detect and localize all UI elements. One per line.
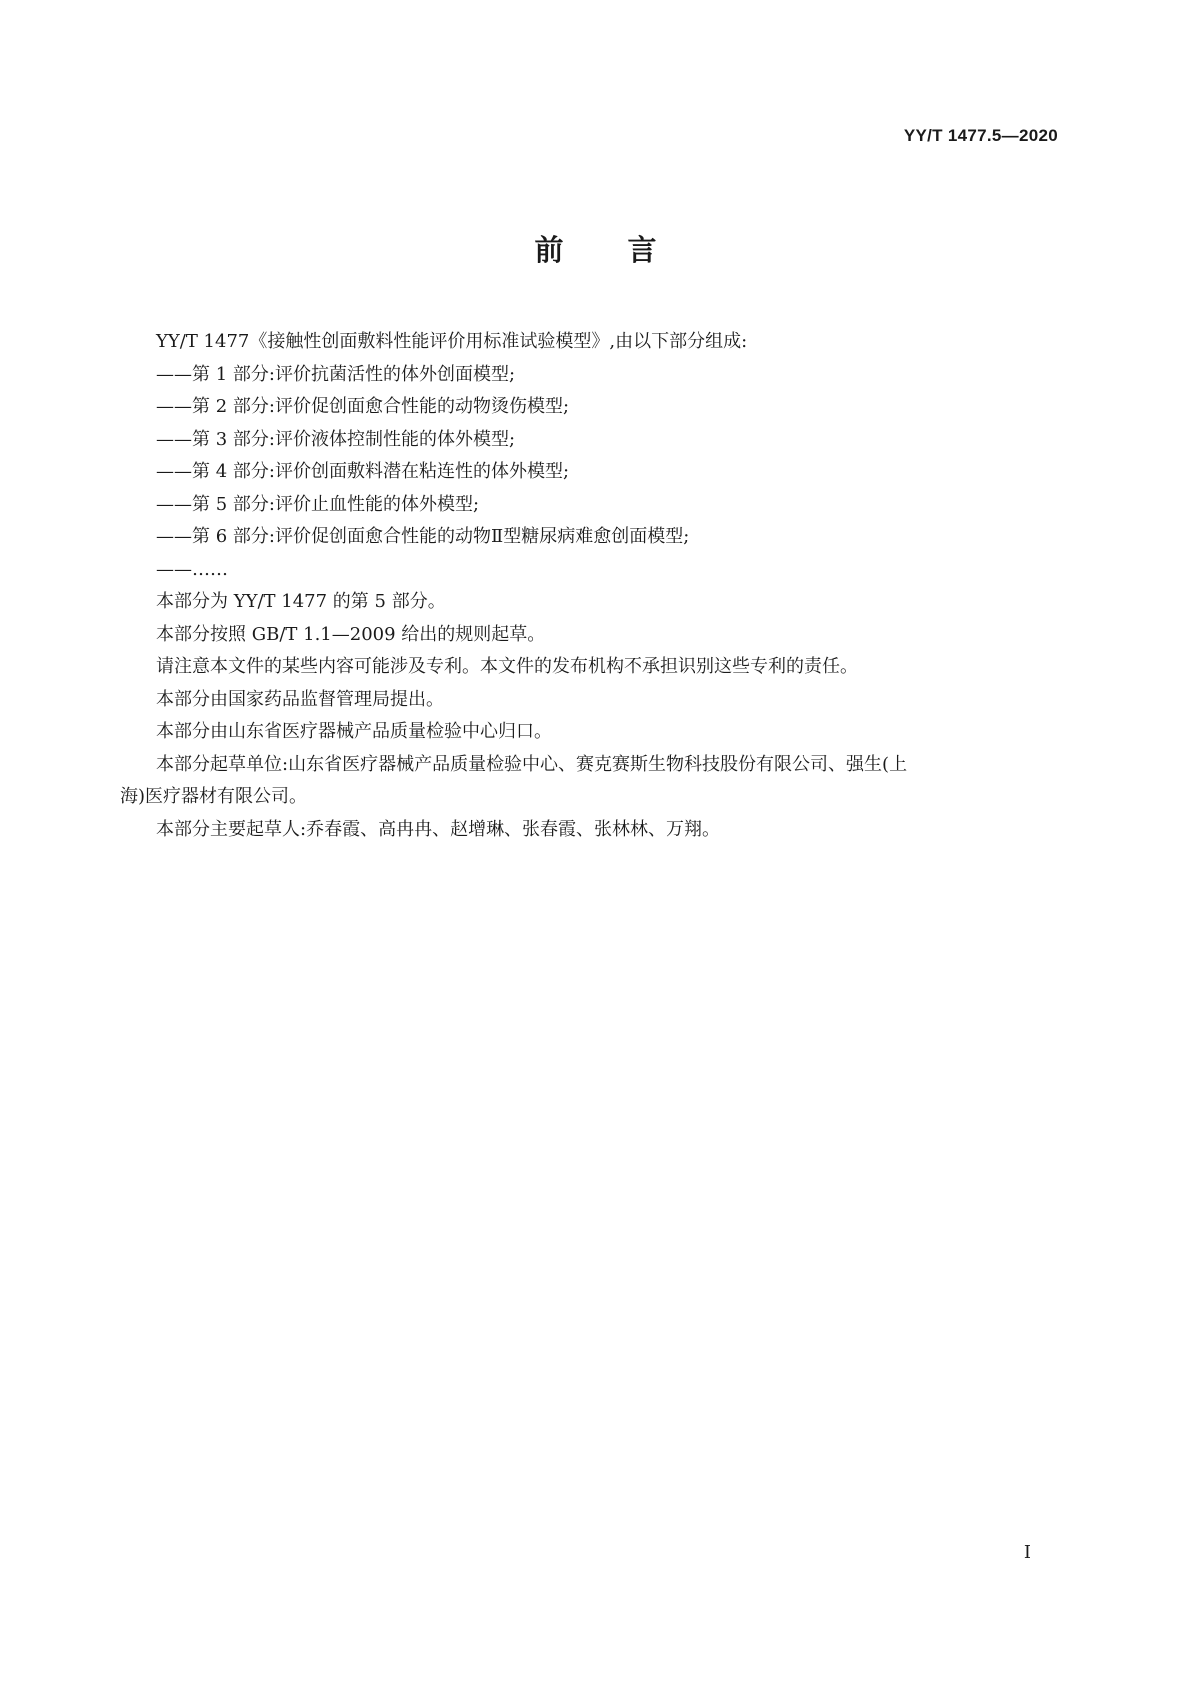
- statement-drafting-rules: 本部分按照 GB/T 1.1—2009 给出的规则起草。: [156, 623, 546, 645]
- drafting-units-paragraph: [120, 749, 1070, 814]
- statement-proposer: 本部分由国家药品监督管理局提出。: [156, 688, 444, 710]
- drafting-units-line-2: 海)医疗器材有限公司。: [120, 786, 308, 807]
- part-item-6: ——第 6 部分:评价促创面愈合性能的动物Ⅱ型糖尿病难愈创面模型;: [156, 526, 690, 547]
- page-title: 前言: [534, 233, 721, 267]
- statement-patent-notice: 请注意本文件的某些内容可能涉及专利。本文件的发布机构不承担识别这些专利的责任。: [156, 656, 858, 677]
- standard-number: YY/T 1477.5—2020: [903, 126, 1058, 145]
- statement-part-number: 本部分为 YY/T 1477 的第 5 部分。: [156, 591, 446, 612]
- statement-centralized-unit: 本部分由山东省医疗器械产品质量检验中心归口。: [156, 721, 552, 742]
- drafters-paragraph: 本部分主要起草人:乔春霞、高冉冉、赵增琳、张春霞、张林林、万翔。: [156, 818, 721, 840]
- part-item-4: ——第 4 部分:评价创面敷料潜在粘连性的体外模型;: [156, 461, 570, 482]
- part-item-5: ——第 5 部分:评价止血性能的体外模型;: [156, 493, 480, 515]
- part-item-ellipsis: ——……: [156, 558, 228, 580]
- part-item-2: ——第 2 部分:评价促创面愈合性能的动物烫伤模型;: [156, 396, 570, 417]
- drafting-units-line-1: 本部分起草单位:山东省医疗器械产品质量检验中心、赛克赛斯生物科技股份有限公司、强生(上: [156, 753, 908, 775]
- part-item-3: ——第 3 部分:评价液体控制性能的体外模型;: [156, 428, 516, 450]
- page-number: I: [1023, 1542, 1031, 1563]
- intro-paragraph: YY/T 1477《接触性创面敷料性能评价用标准试验模型》,由以下部分组成:: [156, 331, 748, 352]
- part-item-1: ——第 1 部分:评价抗菌活性的体外创面模型;: [156, 363, 516, 385]
- foreword-body: [120, 326, 1070, 846]
